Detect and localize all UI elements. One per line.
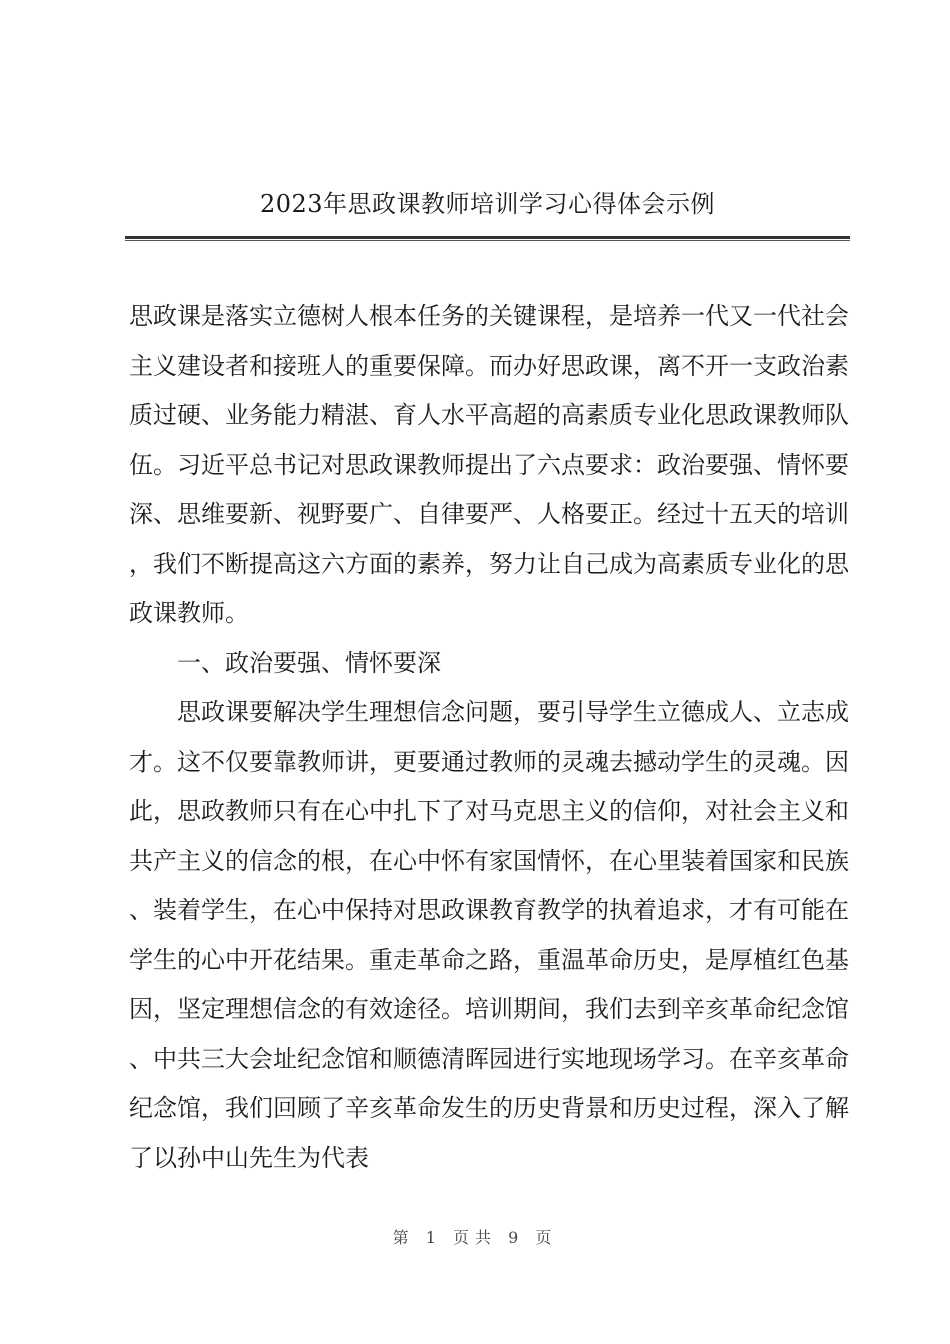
title-divider [125,236,850,242]
title-divider-thin-line [125,240,850,241]
section-heading-1: 一、政治要强、情怀要深 [177,648,441,677]
page-footer: 第 1 页共 9 页 [392,1228,558,1247]
document-body [129,292,849,1183]
paragraph-intro: 思政课是落实立德树人根本任务的关键课程，是培养一代又一代社会主义建设者和接班人的重要保障。而办好思政课，离不开一支政治素质过硬、业务能力精湛、育人水平高超的高素质专业化思政课教师队伍。习近平总书记对思政课教师提出了六点要求：政治要强、情怀要深、思维要新、视野要广、自律要严、人格要正。经过十五天的培训，我们不断提高这六方面的素养，努力让自己成为高素质专业化的思政课教师。 [129,302,849,627]
paragraph-section-1: 思政课要解决学生理想信念问题，要引导学生立德成人、立志成才。这不仅要靠教师讲，更要通过教师的灵魂去撼动学生的灵魂。因此，思政教师只有在心中扎下了对马克思主义的信仰，对社会主义和共产主义的信念的根，在心中怀有家国情怀，在心里装着国家和民族、装着学生，在心中保持对思政课教育教学的执着追求，才有可能在学生的心中开花结果。重走革命之路，重温革命历史，是厚植红色基因，坚定理想信念的有效途径。培训期间，我们去到辛亥革命纪念馆、中共三大会址纪念馆和顺德清晖园进行实地现场学习。在辛亥革命纪念馆，我们回顾了辛亥革命发生的历史背景和历史过程，深入了解了以孙中山先生为代表 [129,698,849,1172]
title-divider-thick-line [125,236,850,239]
document-title: 2023年思政课教师培训学习心得体会示例 [259,190,716,218]
